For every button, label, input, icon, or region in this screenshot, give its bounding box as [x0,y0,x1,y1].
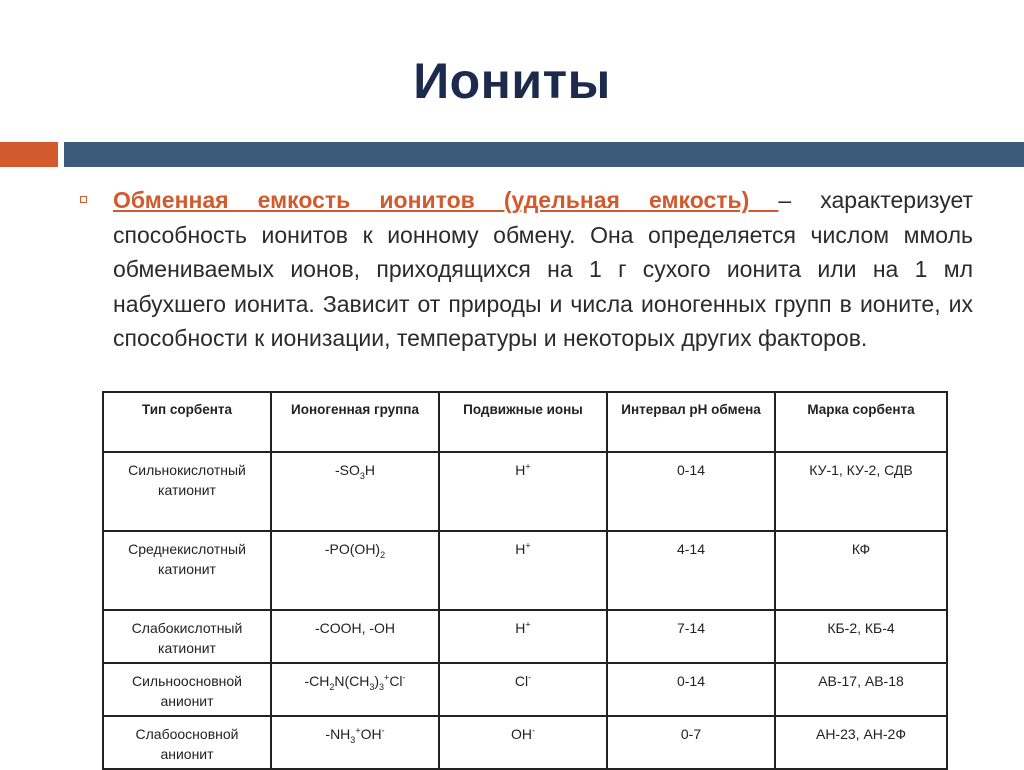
sorbent-brand-cell: КУ-1, КУ-2, СДВ [775,452,947,531]
mobile-ion-cell: H+ [439,452,607,531]
table-header-row [103,392,947,452]
header-cell: Интервал pH обмена [607,392,775,452]
sorbent-brand-cell: АН-23, АН-2Ф [775,716,947,769]
ph-range-cell: 0-14 [607,663,775,716]
bullet-square-icon [80,196,87,203]
sorbent-type-cell: Слабоосновной анионит [103,716,271,769]
ionogenic-group-cell: $-CH_2N(CH_3)_3^+Cl^-$ [271,663,439,716]
ionogenic-group-cell: -COOH, -OH [271,610,439,663]
highlight-term: Обменная емкость ионитов (удельная емкость) [113,187,779,213]
table-row [103,452,947,531]
header-cell: Тип сорбента [103,392,271,452]
accent-bar-orange [0,142,58,167]
sorbent-type-cell: Сильнокислотный катионит [103,452,271,531]
mobile-ion-cell: Cl- [439,663,607,716]
ionogenic-group-cell: $-PO(OH)_2$ [271,531,439,610]
header-cell: Марка сорбента [775,392,947,452]
sorbent-brand-cell: КБ-2, КБ-4 [775,610,947,663]
table-row [103,716,947,769]
sorbent-brand-cell: АВ-17, АВ-18 [775,663,947,716]
header-cell: Ионогенная группа [271,392,439,452]
mobile-ion-cell: H+ [439,610,607,663]
table-row [103,610,947,663]
ph-range-cell: 0-14 [607,452,775,531]
sorbent-type-cell: Сильноосновной анионит [103,663,271,716]
definition-text: – характеризует способность ионитов к ионному обмену. Она определяется числом ммоль обмениваемых ионов, приходящихся на 1 г сухого ионита или на 1 мл набухшего ионита. Зависит от природы и числа ионогенных групп в ионите, их способности к ионизации, температуры и некоторых других факторов. [113,187,974,351]
sorbent-brand-cell: КФ [775,531,947,610]
mobile-ion-cell: H+ [439,531,607,610]
accent-bar-blue [64,142,1024,167]
ionite-table [102,391,948,770]
definition-paragraph [113,183,973,356]
sorbent-type-cell: Среднекислотный катионит [103,531,271,610]
header-cell: Подвижные ионы [439,392,607,452]
slide-title: Иониты [413,53,611,109]
ionogenic-group-cell: $-SO_3H$ [271,452,439,531]
ionogenic-group-cell: $-NH_3^+OH^-$ [271,716,439,769]
ph-range-cell: 0-7 [607,716,775,769]
table-row [103,531,947,610]
sorbent-type-cell: Слабокислотный катионит [103,610,271,663]
mobile-ion-cell: OH- [439,716,607,769]
table-row [103,663,947,716]
ph-range-cell: 4-14 [607,531,775,610]
ph-range-cell: 7-14 [607,610,775,663]
